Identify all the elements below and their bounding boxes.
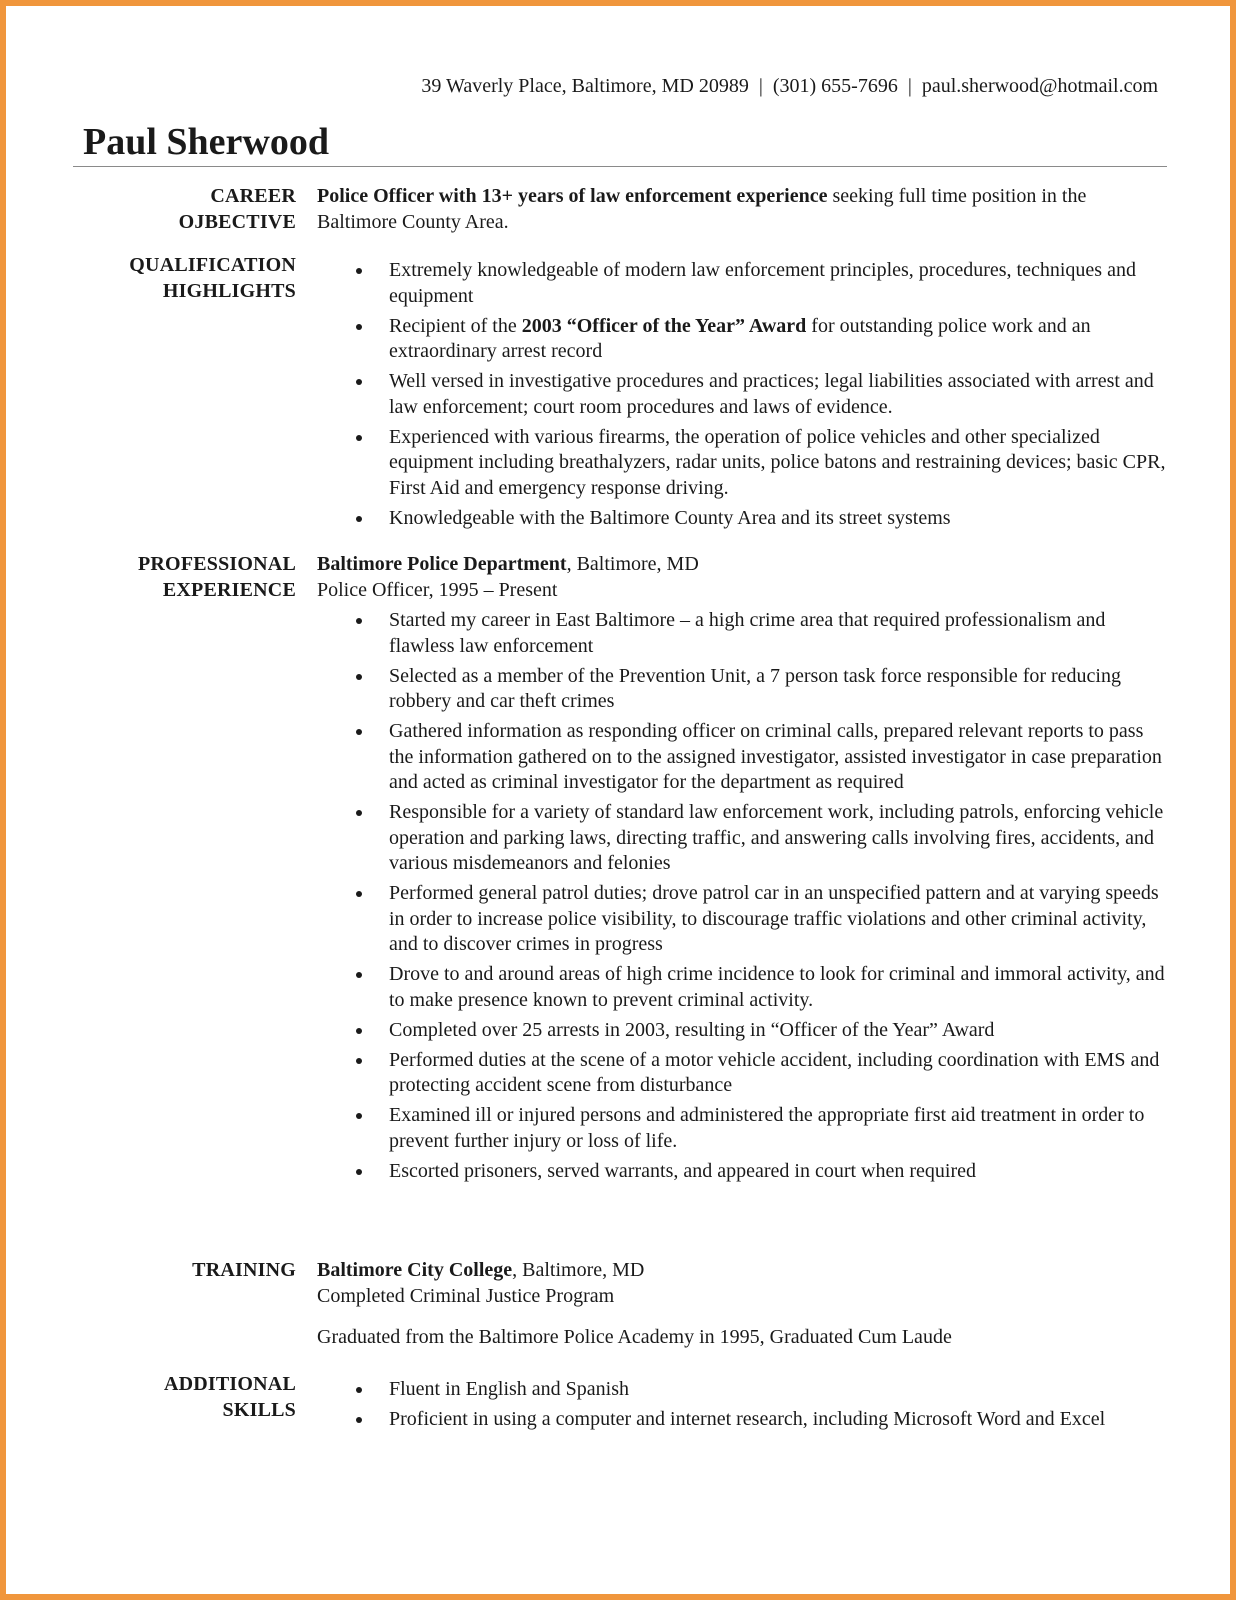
list-item	[317, 314, 1169, 365]
contact-email: paul.sherwood@hotmail.com	[921, 75, 1158, 97]
employer-name: Baltimore Police Department	[317, 553, 567, 575]
employer-location: , Baltimore, MD	[566, 553, 699, 575]
header-divider	[73, 166, 1167, 167]
list-item: Experienced with various firearms, the operation of police vehicles and other specialized equipment including breathalyzers, radar units, police batons and restraining devices; basic CPR, First Aid and emergency response driving.	[317, 425, 1169, 502]
highlights-list	[317, 258, 1169, 531]
list-item: Examined ill or injured persons and administered the appropriate first aid treatment in order to prevent further injury or loss of life.	[317, 1103, 1169, 1154]
list-item: Performed general patrol duties; drove patrol car in an unspecified pattern and at varying speeds in order to increase police visibility, to discourage traffic violations and other criminal activity, and to discover crimes in progress	[317, 881, 1169, 958]
list-item: Knowledgeable with the Baltimore County Area and its street systems	[317, 506, 1169, 532]
academy-line: Graduated from the Baltimore Police Academy in 1995, Graduated Cum Laude	[317, 1326, 952, 1348]
skills-label	[60, 1372, 296, 1423]
job-title: Police Officer, 1995 – Present	[317, 578, 558, 601]
award-name: 2003 “Officer of the Year” Award	[521, 314, 807, 337]
school-location: , Baltimore, MD	[512, 1259, 645, 1281]
highlights-label-line2: HIGHLIGHTS	[162, 279, 296, 302]
contact-separator: |	[907, 75, 912, 97]
list-item: Gathered information as responding officer on criminal calls, prepared relevant reports to pass the information gathered on to the assigned investigator, assisted investigator in case preparation and acted as criminal investigator for the department as required	[317, 719, 1169, 796]
highlights-label	[60, 253, 296, 304]
list-item: Started my career in East Baltimore – a high crime area that required professionalism and flawless law enforcement	[317, 608, 1169, 659]
contact-phone: (301) 655-7696	[772, 75, 898, 97]
experience-label-line1: PROFESSIONAL	[138, 553, 296, 575]
experience-list	[317, 608, 1169, 1184]
objective-text	[317, 184, 1169, 235]
program-line: Completed Criminal Justice Program	[317, 1284, 615, 1307]
list-item: Well versed in investigative procedures and practices; legal liabilities associated with arrest and law enforcement; court room procedures and laws of evidence.	[317, 369, 1169, 420]
contact-line	[421, 75, 1158, 98]
highlights-list-wrap	[317, 258, 1169, 536]
list-item: Escorted prisoners, served warrants, and appeared in court when required	[317, 1159, 1169, 1185]
list-item: Responsible for a variety of standard law enforcement work, including patrols, enforcing vehicle operation and parking laws, directing traffic, and answering calls involving fires, accidents, and various misdemeanors and felonies	[317, 800, 1169, 877]
training-content	[317, 1258, 1169, 1351]
highlights-label-line1: QUALIFICATION	[129, 254, 296, 276]
objective-label-line1: CAREER	[210, 185, 296, 207]
training-label: TRAINING	[192, 1259, 296, 1281]
list-item: Extremely knowledgeable of modern law enforcement principles, procedures, techniques and equipment	[317, 258, 1169, 309]
employer-line	[317, 552, 1169, 578]
experience-content	[317, 552, 1169, 1189]
list-item: Performed duties at the scene of a motor vehicle accident, including coordination with EMS and protecting accident scene from disturbance	[317, 1048, 1169, 1099]
skills-label-line2: SKILLS	[222, 1398, 296, 1421]
objective-label-line2: OJBECTIVE	[178, 210, 296, 233]
objective-rest: seeking full time position in the Baltimore County Area.	[317, 185, 1087, 233]
spacer	[317, 1309, 1169, 1325]
school-name: Baltimore City College	[317, 1259, 513, 1281]
skills-list	[317, 1377, 1169, 1433]
skills-label-line1: ADDITIONAL	[163, 1373, 296, 1395]
list-item-text: Recipient of the	[389, 314, 522, 337]
experience-label-line2: EXPERIENCE	[162, 578, 296, 601]
list-item: Proficient in using a computer and internet research, including Microsoft Word and Excel	[317, 1407, 1169, 1433]
school-line	[317, 1258, 1169, 1284]
experience-label	[60, 552, 296, 603]
list-item-text: for outstanding police work and an extraordinary arrest record	[389, 314, 1091, 362]
skills-list-wrap	[317, 1377, 1169, 1437]
list-item: Drove to and around areas of high crime incidence to look for criminal and immoral activity, and to make presence known to prevent criminal activity.	[317, 962, 1169, 1013]
contact-address: 39 Waverly Place, Baltimore, MD 20989	[421, 75, 749, 97]
objective-bold: Police Officer with 13+ years of law enforcement experience	[317, 185, 828, 207]
contact-separator: |	[758, 75, 763, 97]
list-item: Selected as a member of the Prevention Unit, a 7 person task force responsible for reducing robbery and car theft crimes	[317, 664, 1169, 715]
candidate-name: Paul Sherwood	[83, 121, 329, 163]
list-item: Fluent in English and Spanish	[317, 1377, 1169, 1403]
list-item: Completed over 25 arrests in 2003, resulting in “Officer of the Year” Award	[317, 1018, 1169, 1044]
objective-label	[60, 184, 296, 235]
